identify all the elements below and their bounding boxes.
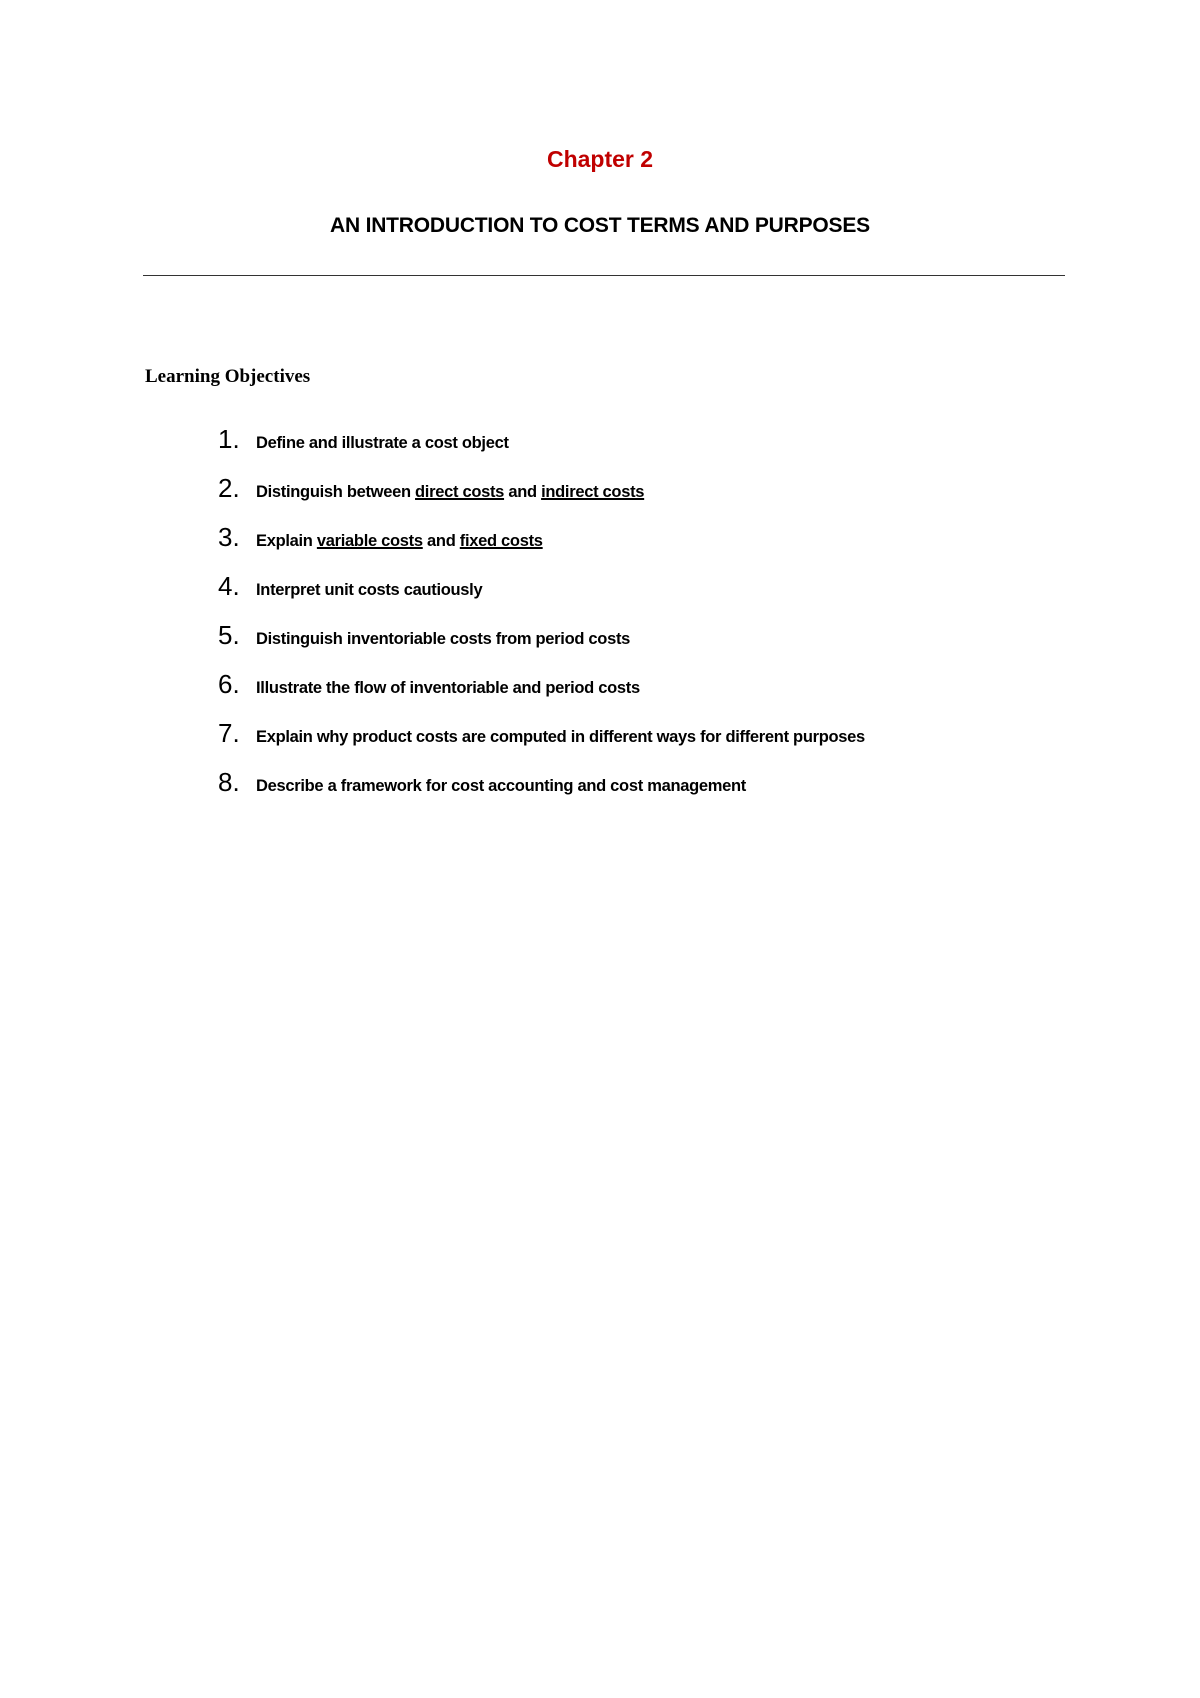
- objective-item: [218, 522, 865, 571]
- objective-number: 2.: [218, 473, 240, 503]
- objective-number: 3.: [218, 522, 240, 552]
- objective-item: [218, 767, 865, 816]
- objective-text-segment: Interpret unit costs cautiously: [256, 581, 483, 599]
- objective-number: 8.: [218, 767, 240, 797]
- objective-text: [256, 581, 482, 600]
- objective-text-segment: and: [504, 483, 542, 501]
- objective-text-segment: and: [422, 532, 460, 550]
- objective-text: [256, 532, 543, 551]
- objective-item: [218, 473, 865, 522]
- objective-text: [256, 483, 644, 502]
- objective-text-segment: Distinguish between: [256, 483, 416, 501]
- objective-text-segment: Distinguish inventoriable costs from period costs: [256, 630, 631, 648]
- objective-text: [256, 679, 640, 698]
- objective-item: [218, 424, 865, 473]
- chapter-title: AN INTRODUCTION TO COST TERMS AND PURPOSES: [330, 214, 870, 237]
- objective-text-segment: Explain: [256, 532, 317, 550]
- underlined-term: indirect costs: [541, 483, 645, 501]
- divider: [143, 275, 1065, 276]
- underlined-term: fixed costs: [459, 532, 543, 550]
- objectives-list: [218, 424, 865, 816]
- objective-number: 6.: [218, 669, 240, 699]
- objective-number: 5.: [218, 620, 240, 650]
- objective-text-segment: Explain why product costs are computed in different ways for different purposes: [256, 728, 865, 746]
- chapter-label: Chapter 2: [546, 146, 654, 172]
- objective-number: 1.: [218, 424, 240, 454]
- objective-text-segment: Illustrate the flow of inventoriable and period costs: [256, 679, 640, 697]
- underlined-term: variable costs: [316, 532, 423, 550]
- objective-text: [256, 728, 865, 747]
- objective-item: [218, 571, 865, 620]
- section-heading: Learning Objectives: [145, 366, 311, 387]
- objective-item: [218, 620, 865, 669]
- objective-text: [256, 434, 509, 453]
- objective-number: 4.: [218, 571, 240, 601]
- objective-number: 7.: [218, 718, 240, 748]
- objective-text: [256, 630, 630, 649]
- objective-text-segment: Define and illustrate a cost object: [256, 434, 509, 452]
- underlined-term: direct costs: [415, 483, 505, 501]
- objective-text: [256, 777, 746, 796]
- objective-item: [218, 669, 865, 718]
- objective-text-segment: Describe a framework for cost accounting and cost management: [256, 777, 746, 795]
- objective-item: [218, 718, 865, 767]
